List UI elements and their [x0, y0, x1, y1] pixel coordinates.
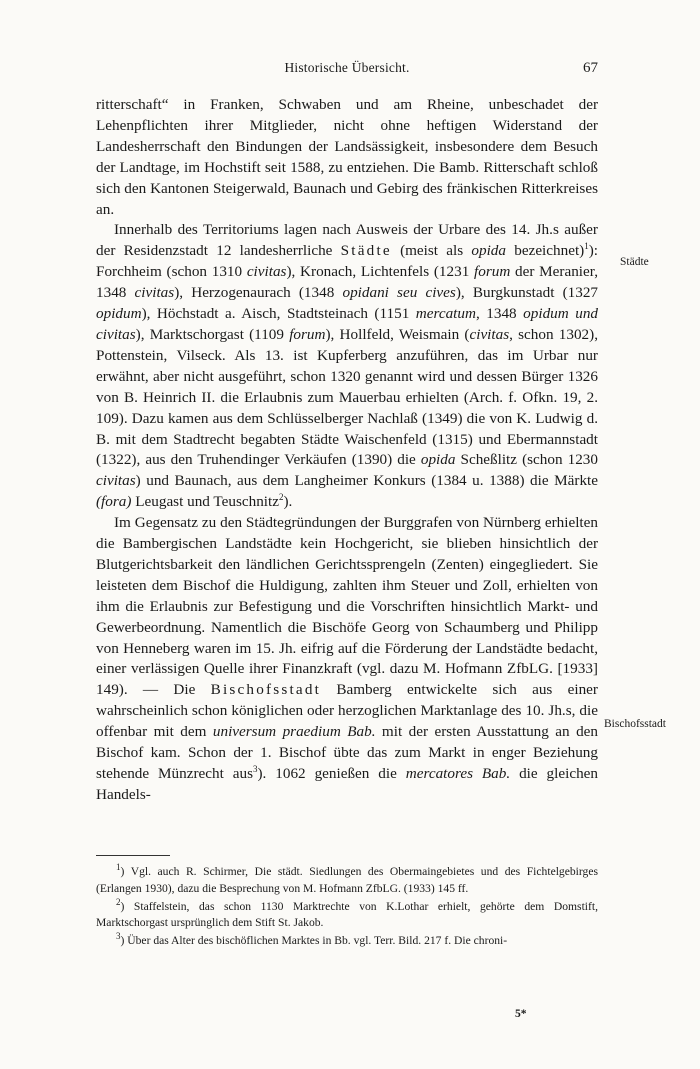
italic-term: mercatores Bab.	[405, 765, 511, 782]
italic-term: opidani seu cives	[342, 284, 456, 302]
footnotes	[96, 864, 598, 951]
signature-mark: 5*	[515, 1008, 527, 1020]
footnote-text: ) Über das Alter des bischöflichen Marktes in Bb. vgl. Terr. Bild. 217 f. Die chroni-	[120, 934, 508, 948]
text-run: ), Marktschorgast (1109	[135, 325, 290, 343]
italic-term: opidum und civitas	[96, 305, 599, 343]
text-run: mit der ersten Ausstattung an den Bischof kam. Schon der 1. Bischof übte das zum Markt in enger Beziehung stehende Münzrecht aus	[96, 723, 599, 782]
text-run: die gleichen Handels-	[96, 765, 599, 803]
italic-term: civitas	[246, 263, 287, 281]
text-run: Leugast und Teuschnitz	[131, 493, 279, 511]
italic-term: civitas	[96, 472, 136, 490]
footnote-ref: 3	[253, 763, 258, 774]
text-run: Im Gegensatz zu den Städtegründungen der Burggrafen von Nürnberg erhielten die Bambergischen Landstädte kein Hochgericht, sie blieben hinsichtlich der Blutgerichtsbarkeit den ländlichen Gerichtssprengeln (Zenten) eingegliedert. Sie leisteten dem Bischof die Huldigung, zahlten ihm Steuer und Zoll, erhielten von ihm die Erlaubnis zur Befestigung und die Vorschriften hinsichtlich Markt- und Gewerbeordnung. Namentlich die Bischöfe Georg von Schaumberg und Philipp von Henneberg waren im 15. Jh. eifrig auf die Förderung der Landstädte bedacht, einer verlässigen Quelle ihrer Finanzkraft (vgl. dazu M. Hofmann ZfbLG. [1933] 149). — Die	[96, 514, 598, 699]
footnote-ref: 2	[278, 492, 284, 503]
running-title: Historische Übersicht.	[284, 60, 410, 75]
margin-note-staedte: Städte	[620, 256, 649, 268]
spaced-term: Bischofsstadt	[210, 681, 322, 699]
text-run: der Meranier, 1348	[96, 263, 598, 302]
text-run: ), Burgkunstadt (1327	[455, 284, 599, 302]
footnote-mark: 3	[116, 931, 121, 942]
footnote-text: ) Vgl. auch R. Schirmer, Die städt. Siedlungen des Obermaingebietes und des Fichtelgebirges (Erlangen 1930), dazu die Besprechung von M. Hofmann ZfbLG. (1933) 145 ff.	[96, 865, 598, 895]
text-run: , schon 1302), Pottenstein, Vilseck. Als 13. ist Kupferberg anzuführen, das im Urbar nur erwähnt, aber nicht ausgeführt, schon 1320 genannt wird und dessen Bürger 1326 von B. Heinrich II. die Erlaubnis zum Mauerbau erhielten (Arch. f. Ofkn. 19, 2. 109). Dazu kamen aus dem Schlüsselberger Nachlaß (1349) die von K. Ludwig d. B. mit dem Stadtrecht begabten Städte Waischenfeld (1315) und Ebermannstadt (1322), aus den Truhendinger Verkäufen (1390) die	[96, 325, 598, 469]
text-run: , 1348	[475, 305, 524, 323]
italic-term: opida	[471, 242, 506, 260]
text-run: ), Kronach, Lichtenfels (1231	[286, 263, 475, 281]
text-run: ) und Baunach, aus dem Langheimer Konkurs (1384 u. 1388) die Märkte	[135, 472, 598, 490]
italic-term: mercatum	[415, 305, 476, 323]
paragraph-1: ritterschaft“ in Franken, Schwaben und am Rheine, unbeschadet der Lehenpflichten ihrer Mitglieder, nicht ohne heftigen Widerstand der Landesherrschaft den Bindungen der Landsässigkeit, insbesondere dem Besuch der Landtage, im Hochstift seit 1588, zu entziehen. Die Bamb. Ritterschaft schloß sich den Kantonen Steigerwald, Baunach und Gebirg des fränkischen Ritterkreises an.	[96, 96, 598, 218]
page-header	[96, 60, 598, 82]
italic-term: (fora)	[96, 493, 132, 511]
text-run: Bamberg entwickelte sich aus einer wahrscheinlich schon königlichen oder herzoglichen Marktanlage des 10. Jh.s, die offenbar mit dem	[96, 681, 598, 741]
footnote-ref: 1	[584, 241, 589, 252]
text-run: (meist als	[391, 242, 472, 260]
italic-term: forum	[474, 263, 511, 281]
italic-term: opidum	[96, 305, 142, 323]
text-run: ). 1062 genießen die	[257, 765, 406, 782]
body-text	[96, 95, 598, 806]
spaced-term: Städte	[340, 242, 392, 260]
text-run: Innerhalb des Territoriums lagen nach Ausweis der Urbare des 14. Jh.s außer der Residenzstadt 12 landesherrliche	[96, 221, 598, 260]
footnote-1	[96, 864, 598, 898]
margin-note-bischofsstadt: Bischofsstadt	[604, 718, 666, 730]
footnote-mark: 2	[116, 896, 121, 907]
footnote-text: ) Staffelstein, das schon 1130 Marktrechte von K.Lothar erhielt, gehörte dem Domstift, Marktschorgast ursprünglich dem Stift St. Jakob.	[96, 899, 598, 930]
text-run: Scheßlitz (schon 1230	[455, 451, 598, 469]
footnote-mark: 1	[116, 862, 121, 873]
page-number: 67	[583, 60, 598, 76]
footnote-3	[96, 933, 598, 950]
italic-term: universum praedium Bab.	[212, 723, 376, 741]
italic-term: opida	[420, 451, 456, 469]
paragraph-2	[96, 220, 598, 513]
italic-term: civitas	[469, 325, 510, 343]
text-run: ), Hollfeld, Weismain (	[325, 325, 470, 343]
text-run: ), Herzogenaurach (1348	[174, 284, 343, 302]
text-run: ), Höchstadt a. Aisch, Stadtsteinach (1151	[141, 305, 416, 323]
footnote-rule	[96, 855, 170, 856]
italic-term: civitas	[134, 284, 175, 302]
text-run: ): Forchheim (schon 1310	[96, 242, 599, 281]
paragraph-3	[96, 513, 598, 806]
text-run: bezeichnet)	[506, 242, 585, 260]
footnote-2	[96, 896, 598, 933]
text-run: ).	[283, 493, 293, 511]
italic-term: forum	[289, 325, 326, 343]
